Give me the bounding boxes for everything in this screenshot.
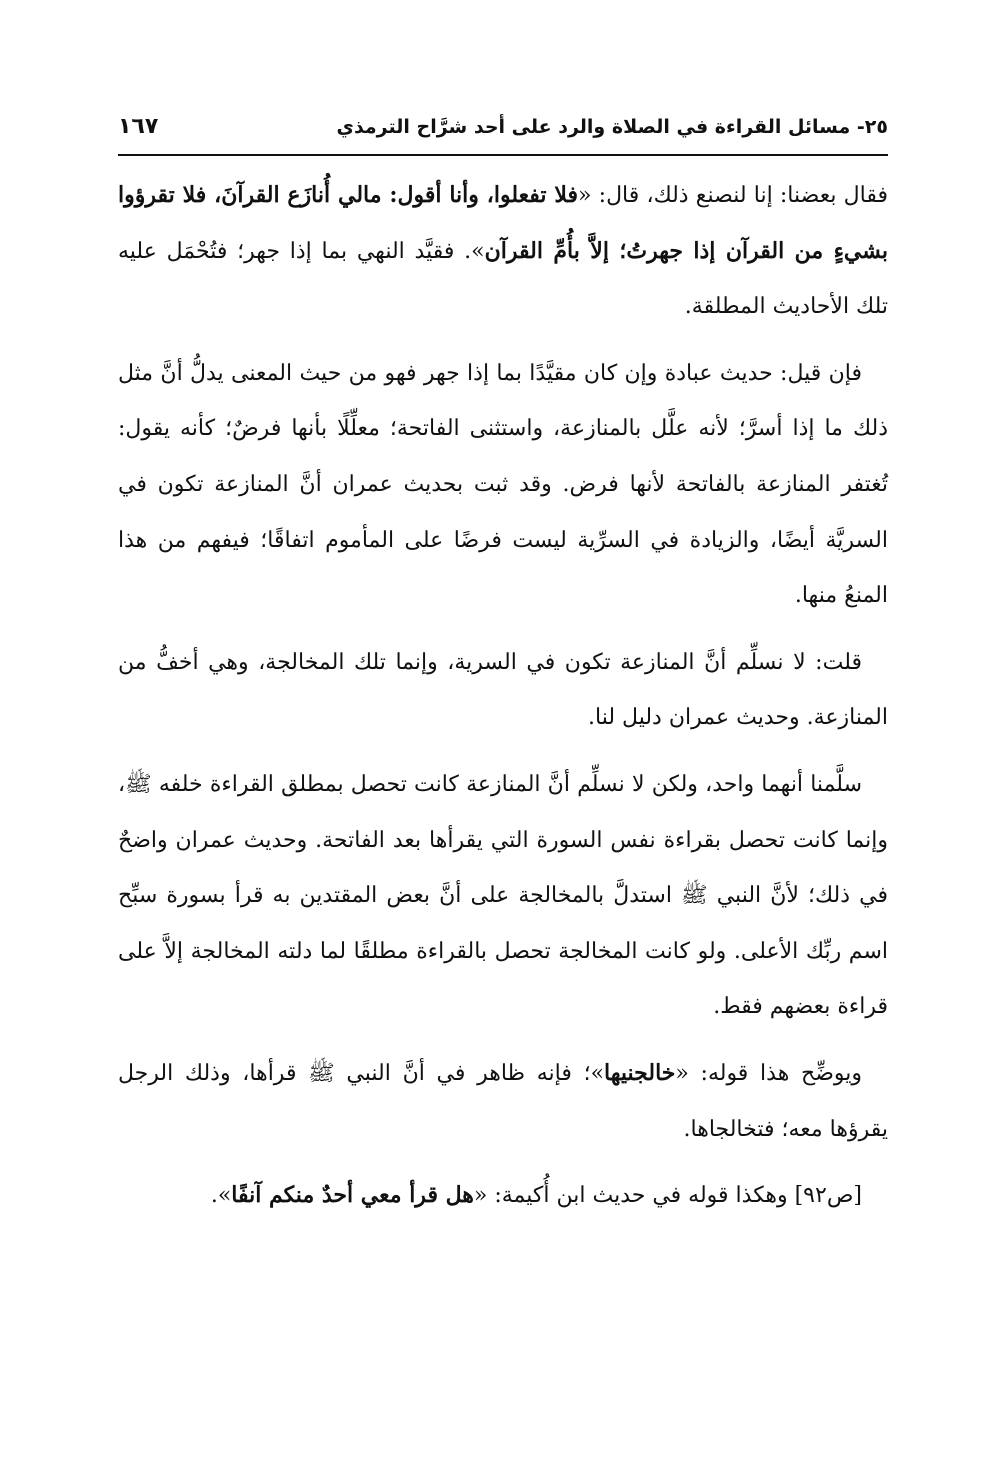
paragraph-1-tail: ». فقيَّد النهي بما إذا جهر؛ فتُحْمَل عليه تلك الأحاديث المطلقة.: [118, 238, 888, 320]
paragraph-6: [118, 1168, 888, 1224]
hadith-quote-3: هل قرأ معي أحدٌ منكم آنفًا: [231, 1182, 474, 1209]
running-header: [118, 112, 888, 156]
paragraph-4: سلَّمنا أنهما واحد، ولكن لا نسلِّم أنَّ المنازعة كانت تحصل بمطلق القراءة خلفه ﷺ، وإنما كانت تحصل بقراءة نفس السورة التي يقرأها بعد الفاتحة. وحديث عمران واضحٌ في ذلك؛ لأنَّ النبي ﷺ استدلَّ بالمخالجة على أنَّ بعض المقتدين به قرأ بسورة سبِّح اسم ربِّك الأعلى. ولو كانت المخالجة تحصل بالقراءة مطلقًا لما دلته المخالجة إلاَّ على قراءة بعضهم فقط.: [118, 771, 888, 1020]
paragraph-1: [118, 168, 888, 335]
paragraph-6-lead: [ص٩٢] وهكذا قوله في حديث ابن أُكيمة: «: [473, 1183, 862, 1209]
body-text: [118, 168, 888, 1235]
paragraph-1-lead: فقال بعضنا: إنا لنصنع ذلك، قال: «: [578, 183, 888, 208]
paragraph-2: فإن قيل: حديث عبادة وإن كان مقيَّدًا بما إذا جهر فهو من حيث المعنى يدلُّ أنَّ مثل ذلك ما إذا أسرَّ؛ لأنه علَّل بالمنازعة، واستثنى الفاتحة؛ معلِّلًا بأنها فرضٌ؛ كأنه يقول: تُغتفر المنازعة بالفاتحة لأنها فرض. وقد ثبت بحديث عمران أنَّ المنازعة تكون في السريَّة أيضًا، والزيادة في السرِّية ليست فرضًا على المأموم اتفاقًا؛ فيفهم من هذا المنعُ منها.: [118, 360, 888, 609]
hadith-quote-2: خالجنيها: [604, 1059, 676, 1086]
hadith-quote-1: فلا تفعلوا، وأنا أقول: مالي أُنازَع القرآنَ، فلا تقرؤوا بشيءٍ من القرآن إذا جهرتُ؛ إلاَّ بأُمِّ القرآن: [118, 182, 889, 264]
paragraph-5: [118, 1046, 888, 1157]
paragraph-5-tail: »؛ فإنه ظاهر في أنَّ النبي ﷺ قرأها، وذلك الرجل يقرؤها معه؛ فتخالجاها.: [118, 1060, 888, 1142]
paragraph-5-lead: ويوضِّح هذا قوله: «: [675, 1060, 862, 1086]
paragraph-3: قلت: لا نسلِّم أنَّ المنازعة تكون في السرية، وإنما تلك المخالجة، وهي أخفُّ من المنازعة. وحديث عمران دليل لنا.: [118, 649, 888, 731]
page-number: ١٦٧: [118, 114, 159, 139]
paragraph-6-tail: ».: [210, 1183, 232, 1209]
chapter-title: ٢٥- مسائل القراءة في الصلاة والرد على أحد شرَّاح الترمذي: [336, 116, 888, 138]
header-rule: [118, 154, 888, 156]
